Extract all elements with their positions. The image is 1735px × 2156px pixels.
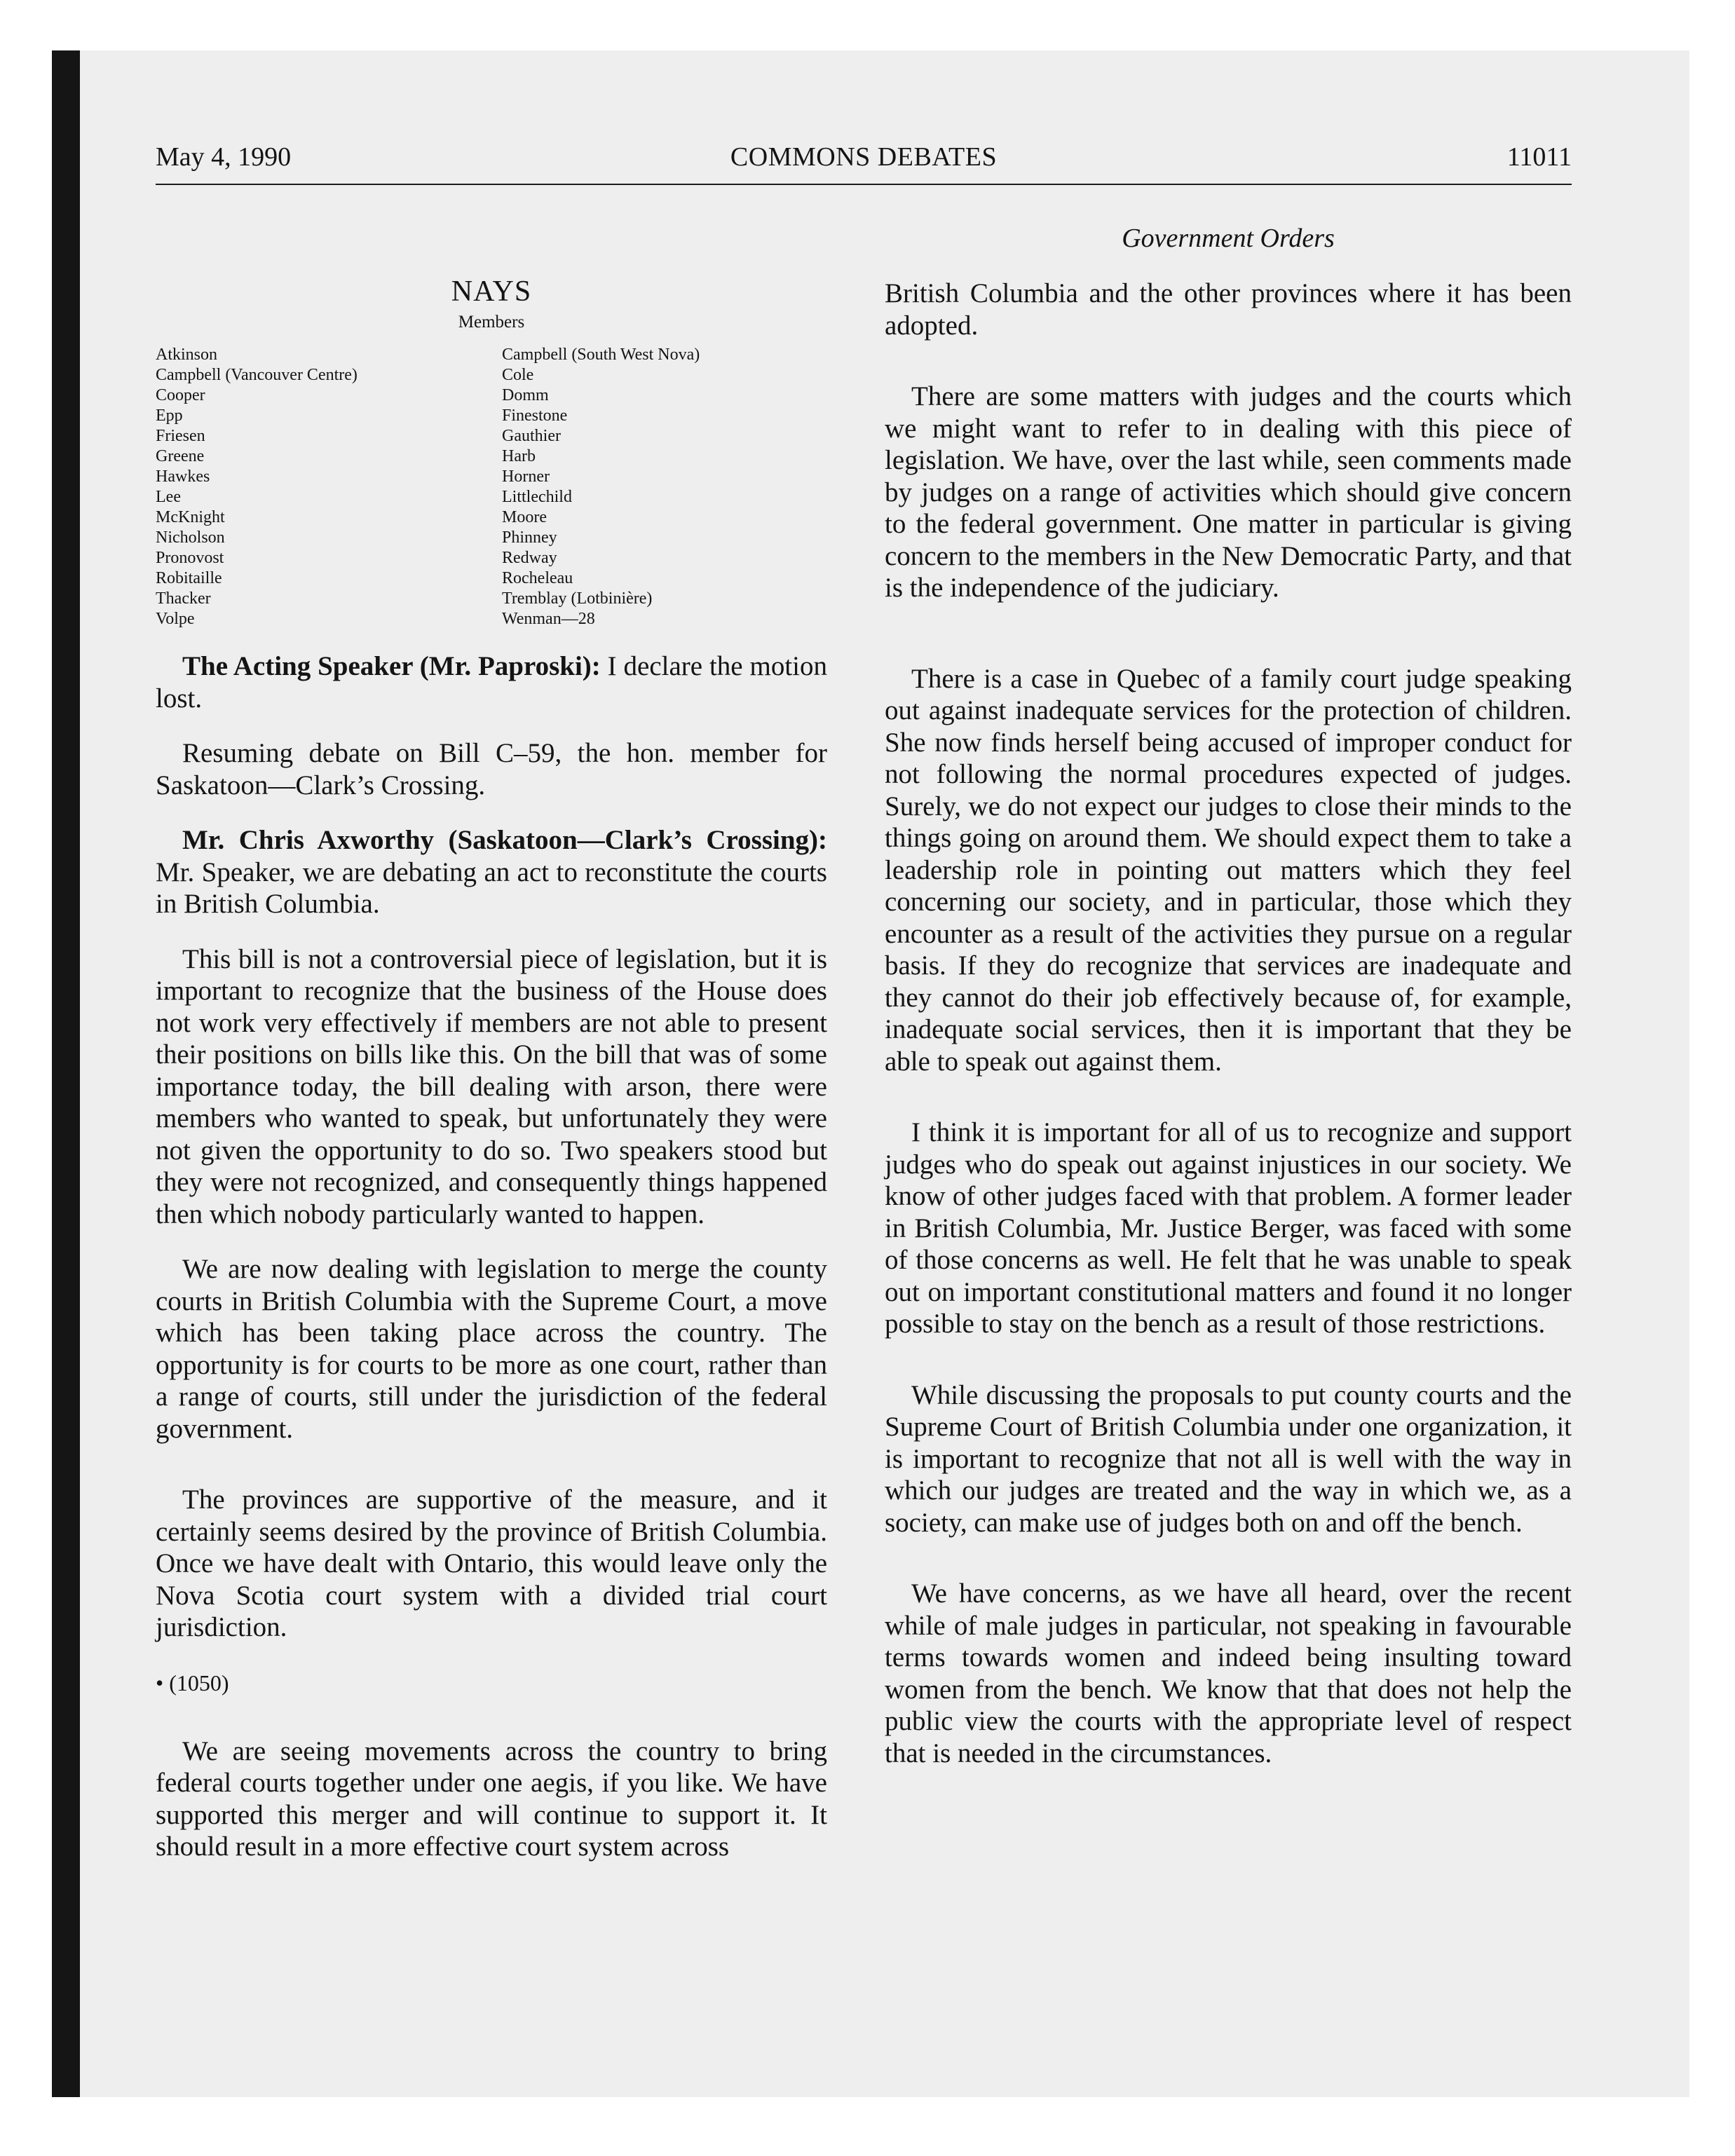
member-name: Rocheleau [502, 569, 573, 587]
binding-edge [52, 50, 80, 2097]
body-paragraph: There is a case in Quebec of a family court judge speaking out against inadequate services for the protection of children. She now finds herself being accused of improper conduct for not following the normal procedures expected of judges. Surely, we do not expect our judges to close their minds to the things going on around them. We should expect them to take a leadership role in pointing out matters which they feel concerning our society, and in particular, those which they encounter as a result of the activities they pursue on a regular basis. If they do recognize that services are inadequate and they cannot do their job effectively because of, for example, inadequate social services, then it is important that they be able to speak out against them. [885, 663, 1572, 1077]
member-name: Gauthier [502, 427, 561, 445]
body-paragraph: We have concerns, as we have all heard, over the recent while of male judges in particular, not speaking in favourable terms towards women and indeed being insulting toward women from the bench. We know that that does not help the public view the courts with the appropriate level of respect that is needed in the circumstances. [885, 1578, 1572, 1768]
nays-title: NAYS [451, 275, 532, 308]
member-name: McKnight [156, 508, 225, 526]
header-date: May 4, 1990 [156, 142, 292, 172]
resuming-debate-paragraph: Resuming debate on Bill C–59, the hon. member for Saskatoon—Clark’s Crossing. [156, 738, 827, 800]
nays-names-column-1 [156, 345, 502, 629]
member-name: Phinney [502, 528, 557, 547]
member-name: Cole [502, 366, 534, 384]
header-page-number: 11011 [1506, 142, 1572, 172]
member-name: Finestone [502, 407, 568, 425]
axworthy-opening [156, 824, 827, 920]
member-name: Thacker [156, 589, 211, 608]
nays-member-list [156, 345, 827, 629]
member-name: Littlechild [502, 488, 572, 506]
member-name: Horner [502, 468, 550, 486]
member-name: Greene [156, 447, 205, 465]
body-paragraph: While discussing the proposals to put county courts and the Supreme Court of British Columbia under one organization, it is important to recognize that not all is well with the way in which our judges are treated and the way in which we, as a society, can make use of judges both on and off the bench. [885, 1379, 1572, 1538]
nays-names-column-2 [502, 345, 827, 629]
member-name: Pronovost [156, 549, 224, 567]
page-header [156, 142, 1572, 184]
member-name: Volpe [156, 610, 195, 628]
member-name: Epp [156, 407, 183, 425]
header-rule [156, 184, 1572, 185]
member-name: Campbell (Vancouver Centre) [156, 366, 358, 384]
member-name: Domm [502, 386, 549, 404]
member-name: Robitaille [156, 569, 222, 587]
body-paragraph: We are seeing movements across the country to bring federal courts together under one aegis, if you like. We have supported this merger and will continue to support it. It should result in a more effective court system across [156, 1735, 827, 1862]
member-name: Tremblay (Lotbinière) [502, 589, 653, 608]
member-name: Lee [156, 488, 181, 506]
member-name: Hawkes [156, 468, 210, 486]
member-name: Friesen [156, 427, 205, 445]
body-paragraph: We are now dealing with legislation to merge the county courts in British Columbia with the Supreme Court, a move which has been taking place across the country. The opportunity is for courts to be more as one court, rather than a range of courts, still under the jurisdiction of the federal government. [156, 1254, 827, 1444]
member-name: Nicholson [156, 528, 225, 547]
body-paragraph: The provinces are supportive of the measure, and it certainly seems desired by the province of British Columbia. Once we have dealt with Ontario, this would leave only the Nova Scotia court system with a divided trial court jurisdiction. [156, 1485, 827, 1642]
member-name: Atkinson [156, 346, 218, 364]
members-label: Members [458, 313, 525, 332]
right-column [885, 278, 1572, 1769]
member-name: Redway [502, 549, 557, 567]
acting-speaker-ruling [156, 650, 827, 714]
body-paragraph: I think it is important for all of us to recognize and support judges who do speak out against injustices in our society. We know of other judges faced with that problem. A former leader in British Columbia, Mr. Justice Berger, was faced with some of those concerns as well. He felt that he was unable to speak out on important constitutional matters and found it no longer possible to stay on the bench as a result of those restrictions. [885, 1117, 1572, 1339]
continued-paragraph: British Columbia and the other provinces where it has been adopted. [885, 278, 1572, 341]
speaker-name: Mr. Chris Axworthy (Saskatoon—Clark’s Crossing): [182, 825, 827, 855]
header-title: COMMONS DEBATES [730, 142, 998, 172]
speaker-name: The Acting Speaker (Mr. Paproski): [182, 651, 601, 681]
member-name: Campbell (South West Nova) [502, 346, 700, 364]
left-column [156, 275, 827, 1863]
ruling-text: I declare the motion lost. [156, 651, 828, 714]
member-name: Cooper [156, 386, 205, 404]
time-marker: • (1050) [156, 1670, 229, 1696]
section-label: Government Orders [1122, 224, 1335, 253]
member-name: Harb [502, 447, 536, 465]
member-name: Wenman—28 [502, 610, 595, 628]
member-name: Moore [502, 508, 547, 526]
body-paragraph: There are some matters with judges and the courts which we might want to refer to in dealing with this piece of legislation. We have, over the last while, seen comments made by judges on a range of activities which should give concern to the federal government. One matter in particular is giving concern to the members in the New Democratic Party, and that is the independence of the judiciary. [885, 381, 1572, 603]
speech-text: Mr. Speaker, we are debating an act to reconstitute the courts in British Columbia. [156, 857, 827, 919]
body-paragraph: This bill is not a controversial piece of legislation, but it is important to recognize that the business of the House does not work very effectively if members are not able to present their positions on bills like this. On the bill that was of some importance today, the bill dealing with arson, there were members who wanted to speak, but unfortunately they were not given the opportunity to do so. Two speakers stood but they were not recognized, and consequently things happened then which nobody particularly wanted to happen. [156, 943, 827, 1229]
